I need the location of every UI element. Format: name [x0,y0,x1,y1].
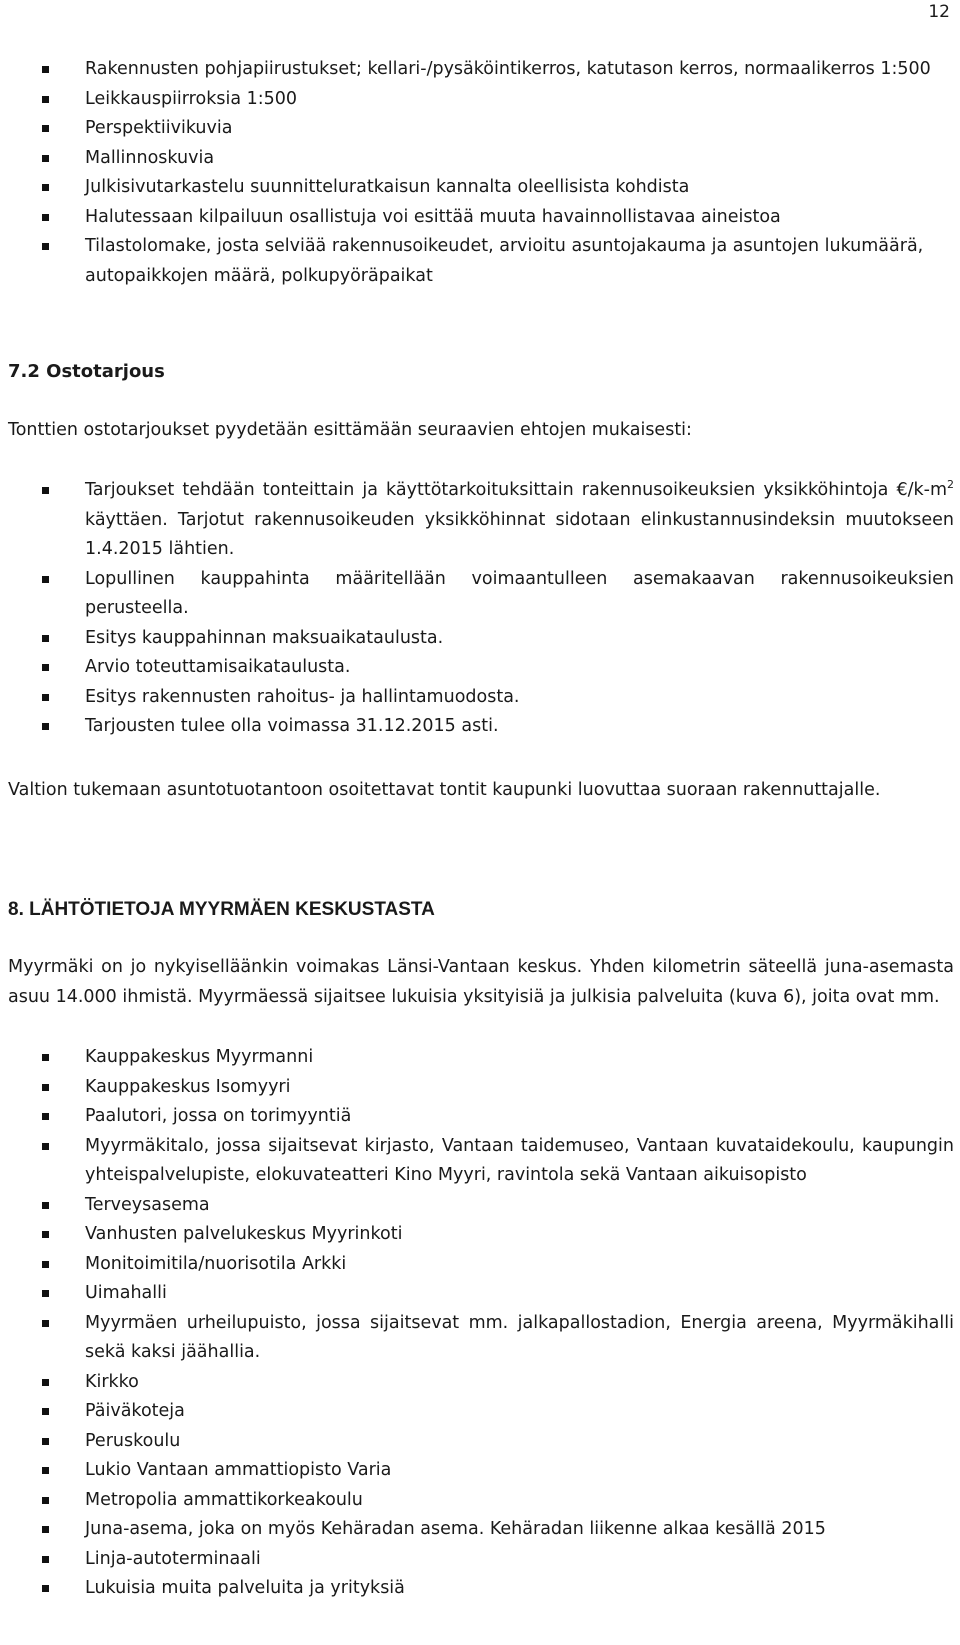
offer-conditions-list [8,476,954,742]
paragraph: Myyrmäki on jo nykyiselläänkin voimakas Länsi-Vantaan keskus. Yhden kilometrin säteellä juna-asemasta asuu 14.000 ihmistä. Myyrmäessä sijaitsee lukuisia yksityisiä ja julkisia palveluita (kuva 6), joita ovat mm. [8,957,954,1007]
paragraph: Tonttien ostotarjoukset pyydetään esittämään seuraavien ehtojen mukaisesti: [8,420,692,440]
deliverables-section [8,55,954,291]
paragraph: Valtion tukemaan asuntotuotantoon osoitettavat tontit kaupunki luovuttaa suoraan rakennuttajalle. [8,780,881,800]
purchase-offer-section [8,357,954,387]
offer-conditions [8,476,954,742]
superscript: 2 [947,478,954,492]
list-item: Vanhusten palvelukeskus Myyrinkoti [8,1220,954,1250]
list-item: Lopullinen kauppahinta määritellään voimaantulleen asemakaavan rakennusoikeuksien perusteella. [8,565,954,624]
list-item: Lukuisia muita palveluita ja yrityksiä [8,1574,954,1604]
list-item: Uimahalli [8,1279,954,1309]
list-item: Myyrmäkitalo, jossa sijaitsevat kirjasto, Vantaan taidemuseo, Vantaan kuvataidekoulu, kaupungin yhteispalvelupiste, elokuvateatteri Kino Myyri, ravintola sekä Vantaan aikuisopisto [8,1132,954,1191]
myyrmaki-intro [8,953,954,1012]
list-item [8,476,954,565]
list-item: Perspektiivikuvia [8,114,954,144]
list-item-text: käyttäen. Tarjotut rakennusoikeuden yksikköhinnat sidotaan elinkustannusindeksin muutokseen 1.4.2015 lähtien. [85,509,954,559]
list-item: Halutessaan kilpailuun osallistuja voi esittää muuta havainnollistavaa aineistoa [8,203,954,233]
list-item: Julkisivutarkastelu suunnitteluratkaisun kannalta oleellisista kohdista [8,173,954,203]
list-item: Metropolia ammattikorkeakoulu [8,1486,954,1516]
list-item: Tarjousten tulee olla voimassa 31.12.2015 asti. [8,712,954,742]
list-item: Arvio toteuttamisaikataulusta. [8,653,954,683]
closing-paragraph-block [8,776,954,806]
services [8,1043,954,1604]
list-item: Terveysasema [8,1191,954,1221]
list-item: Esitys rakennusten rahoitus- ja hallintamuodosta. [8,683,954,713]
list-item: Päiväkoteja [8,1397,954,1427]
list-item: Linja-autoterminaali [8,1545,954,1575]
page-number: 12 [928,2,950,22]
list-item: Paalutori, jossa on torimyyntiä [8,1102,954,1132]
list-item: Kirkko [8,1368,954,1398]
purchase-offer-body [8,416,954,446]
myyrmaki-section [8,895,954,925]
list-item: Juna-asema, joka on myös Kehäradan asema. Kehäradan liikenne alkaa kesällä 2015 [8,1515,954,1545]
list-item: Esitys kauppahinnan maksuaikataulusta. [8,624,954,654]
section-heading: 8. LÄHTÖTIETOJA MYYRMÄEN KESKUSTASTA [8,899,435,920]
list-item: Peruskoulu [8,1427,954,1457]
list-item: Kauppakeskus Isomyyri [8,1073,954,1103]
list-item: Myyrmäen urheilupuisto, jossa sijaitsevat mm. jalkapallostadion, Energia areena, Myyrmäkihalli sekä kaksi jäähallia. [8,1309,954,1368]
deliverables-list [8,55,954,291]
list-item: Lukio Vantaan ammattiopisto Varia [8,1456,954,1486]
list-item: Leikkauspiirroksia 1:500 [8,85,954,115]
list-item: Monitoimitila/nuorisotila Arkki [8,1250,954,1280]
list-item: Rakennusten pohjapiirustukset; kellari-/pysäköintikerros, katutason kerros, normaalikerros 1:500 [8,55,954,85]
list-item: Mallinnoskuvia [8,144,954,174]
section-heading: 7.2 Ostotarjous [8,361,165,382]
list-item: Kauppakeskus Myyrmanni [8,1043,954,1073]
list-item-text: Tarjoukset tehdään tonteittain ja käyttötarkoituksittain rakennusoikeuksien yksikköhintoja €/k-m [85,480,947,500]
services-list [8,1043,954,1604]
list-item: Tilastolomake, josta selviää rakennusoikeudet, arvioitu asuntojakauma ja asuntojen lukumäärä, autopaikkojen määrä, polkupyöräpaikat [8,232,954,291]
